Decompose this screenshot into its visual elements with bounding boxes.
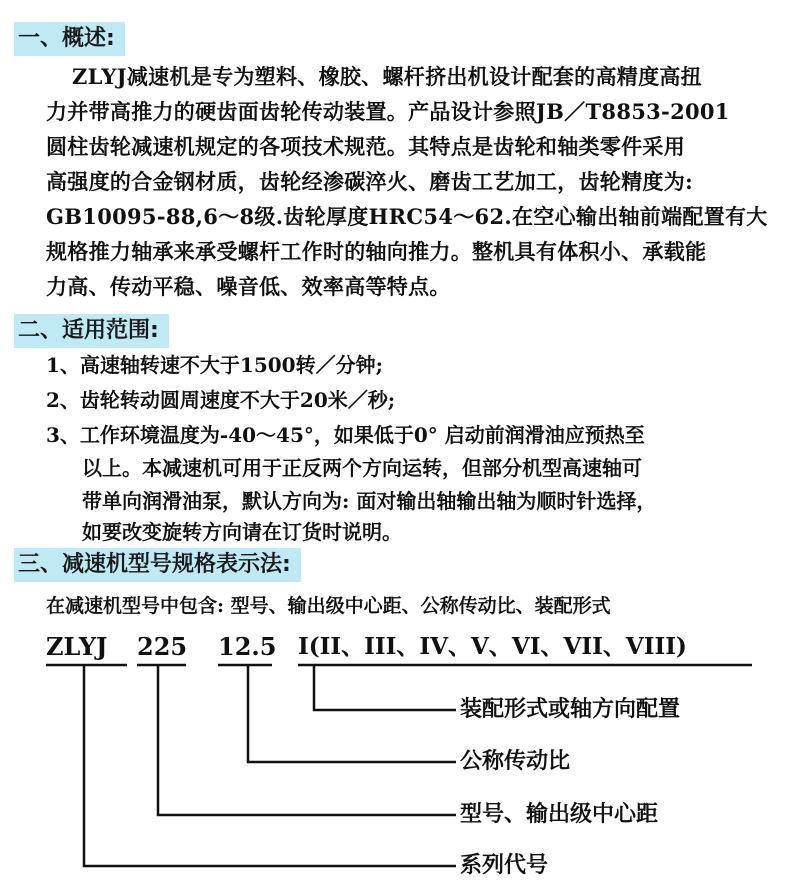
assembly-connector xyxy=(314,665,456,710)
model-notation-intro: 在减速机型号中包含: 型号、输出级中心距、公称传动比、装配形式 xyxy=(46,595,611,617)
model-size-code: 225 xyxy=(137,632,188,661)
legend-ratio: 公称传动比 xyxy=(460,749,571,774)
scope-item-3-cont-1: 以上。本减速机可用于正反两个方向运转，但部分机型高速轴可 xyxy=(82,456,642,480)
scope-item-2: 2、齿轮转动圆周速度不大于20米／秒; xyxy=(46,388,396,412)
overview-line-6: 规格推力轴承来承受螺杆工作时的轴向推力。整机具有体积小、承载能 xyxy=(46,239,707,264)
section-heading-scope: 二、适用范围: xyxy=(14,314,169,348)
section-heading-model-notation: 三、减速机型号规格表示法: xyxy=(14,548,301,582)
scope-item-1: 1、高速轴转速不大于1500转／分钟; xyxy=(46,353,383,377)
scope-item-3: 3、工作环境温度为-40～45°，如果低于0° 启动前润滑油应预热至 xyxy=(46,423,645,447)
overview-line-1: ZLYJ减速机是专为塑料、橡胶、螺杆挤出机设计配套的高精度高扭 xyxy=(72,64,702,89)
overview-line-5: GB10095-88,6～8级.齿轮厚度HRC54～62.在空心输出轴前端配置有大 xyxy=(46,204,768,229)
model-ratio-code: 12.5 xyxy=(218,632,277,661)
ratio-connector xyxy=(248,665,456,762)
overview-line-3: 圆柱齿轮减速机规定的各项技术规范。其特点是齿轮和轴类零件采用 xyxy=(46,134,685,159)
legend-series: 系列代号 xyxy=(460,853,549,878)
overview-line-7: 力高、传动平稳、噪音低、效率高等特点。 xyxy=(46,274,451,299)
model-assembly-code: I(II、III、IV、V、VI、VII、VIII) xyxy=(298,633,687,660)
overview-line-2: 力并带高推力的硬齿面齿轮传动装置。产品设计参照JB／T8853-2001 xyxy=(46,99,730,124)
section-heading-overview: 一、概述: xyxy=(14,22,125,56)
model-series-code: ZLYJ xyxy=(46,632,108,661)
overview-line-4: 高强度的合金钢材质，齿轮经渗碳淬火、磨齿工艺加工，齿轮精度为: xyxy=(46,169,694,194)
legend-assembly: 装配形式或轴方向配置 xyxy=(460,697,681,722)
scope-item-3-cont-2: 带单向润滑油泵，默认方向为: 面对输出轴输出轴为顺时针选择， xyxy=(82,489,657,513)
size-connector xyxy=(158,665,456,815)
scope-item-3-cont-3: 如要改变旋转方向请在订货时说明。 xyxy=(82,520,402,544)
legend-size: 型号、输出级中心距 xyxy=(460,802,659,827)
series-connector xyxy=(84,665,456,866)
